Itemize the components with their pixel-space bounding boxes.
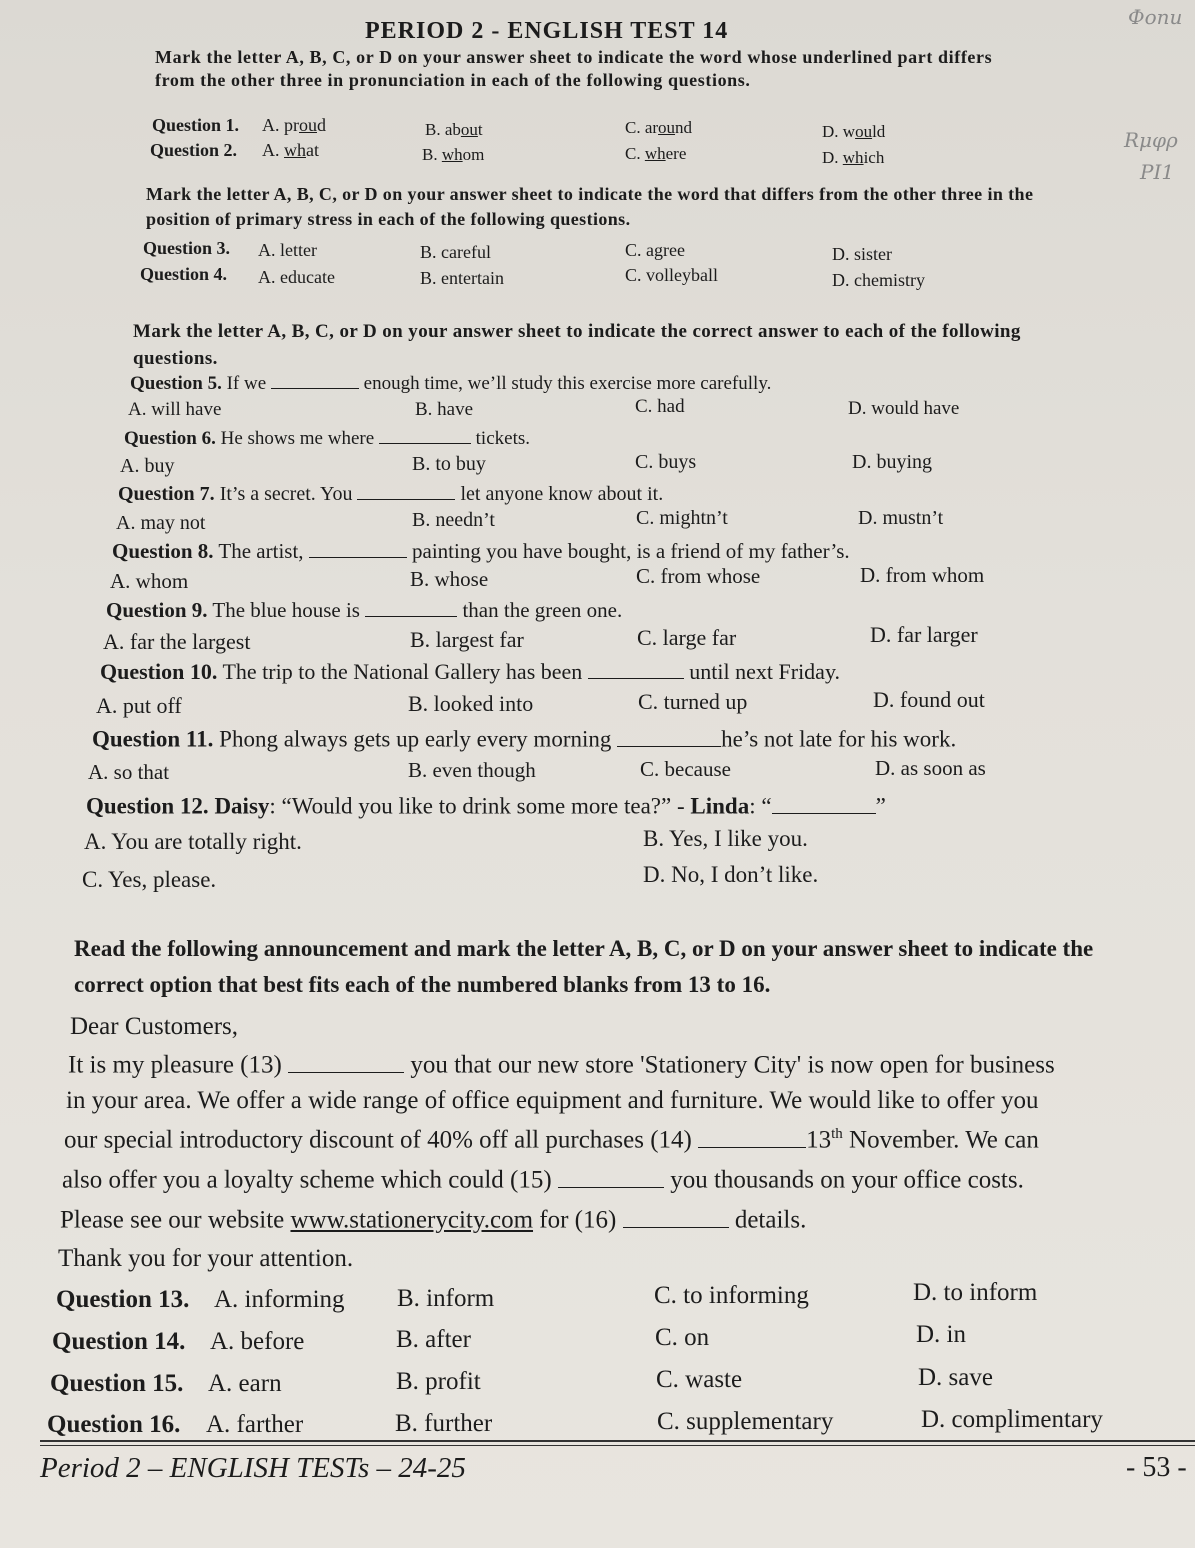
question-stem: Question 9. The blue house is than the green one. xyxy=(106,597,623,622)
option-a: A. letter xyxy=(258,240,317,260)
question-stem: Question 12. Daisy: “Would you like to drink some more tea?” - Linda: “ ” xyxy=(86,793,886,819)
option-d: D. would xyxy=(822,122,886,141)
letter-line: in your area. We offer a wide range of office equipment and furniture. We would like to offer you xyxy=(66,1087,1039,1114)
question-stem: Question 6. He shows me where tickets. xyxy=(124,426,530,450)
footer-divider xyxy=(40,1440,1195,1442)
option-b: B. profit xyxy=(396,1368,481,1395)
option-a: A. far the largest xyxy=(103,629,251,654)
option-d: D. would have xyxy=(848,398,960,419)
option-b: B. looked into xyxy=(408,691,534,716)
option-a: A. buy xyxy=(120,455,175,477)
option-c: C. from whose xyxy=(636,564,761,588)
letter-closing: Thank you for your attention. xyxy=(58,1245,354,1272)
footer-divider xyxy=(40,1445,1195,1446)
option-c: C. had xyxy=(635,396,685,417)
option-c: C. Yes, please. xyxy=(82,867,217,892)
option-a: A. what xyxy=(262,140,319,160)
question-label: Question 2. xyxy=(150,140,238,160)
option-b: B. inform xyxy=(397,1285,495,1312)
option-b: B. whom xyxy=(422,145,485,164)
section-2-instruction: Mark the letter A, B, C, or D on your answer sheet to indicate the word that differs from the other three in the position of primary stress in each of the following questions. xyxy=(146,184,1034,229)
question-stem: Question 11. Phong always gets up early every morning he’s not late for his work. xyxy=(92,726,957,752)
option-d: D. chemistry xyxy=(832,270,925,290)
option-c: C. turned up xyxy=(638,689,748,714)
question-label: Question 13. xyxy=(56,1286,190,1313)
option-c: C. waste xyxy=(656,1366,743,1393)
option-a: A. earn xyxy=(208,1370,282,1397)
option-d: D. No, I don’t like. xyxy=(643,862,819,887)
option-d: D. from whom xyxy=(860,563,985,587)
option-b: B. entertain xyxy=(420,268,504,288)
option-d: D. far larger xyxy=(870,622,978,647)
option-a: A. farther xyxy=(206,1411,304,1438)
option-d: D. mustn’t xyxy=(858,507,944,529)
website-link[interactable]: www.stationerycity.com xyxy=(290,1206,534,1234)
option-b: B. after xyxy=(396,1326,471,1353)
option-b: B. whose xyxy=(410,567,489,591)
option-b: B. even though xyxy=(408,758,536,782)
option-a: A. proud xyxy=(262,115,326,135)
option-c: C. buys xyxy=(635,451,697,473)
option-d: D. in xyxy=(916,1321,966,1348)
option-d: D. sister xyxy=(832,244,892,264)
page-title: PERIOD 2 - ENGLISH TEST 14 xyxy=(365,18,729,44)
option-a: A. informing xyxy=(214,1286,345,1313)
option-b: B. about xyxy=(425,120,483,139)
option-b: B. to buy xyxy=(412,453,486,475)
margin-note: PI1 xyxy=(1140,160,1175,184)
option-d: D. buying xyxy=(852,451,932,473)
option-c: C. because xyxy=(640,757,731,781)
letter-line: Please see our website www.stationerycity.com for (16) details. xyxy=(60,1204,806,1235)
letter-line: our special introductory discount of 40% off all purchases (14) 13th November. We can xyxy=(64,1124,1039,1155)
page-number: - 53 - xyxy=(1126,1452,1187,1483)
option-d: D. complimentary xyxy=(921,1406,1103,1433)
section-4-instruction: Read the following announcement and mark the letter A, B, C, or D on your answer sheet to indicate the correct option that best fits each of the numbered blanks from 13 to 16. xyxy=(74,936,1094,997)
section-1-instruction: Mark the letter A, B, C, or D on your answer sheet to indicate the word whose underlined part differs from the other three in pronunciation in each of the following questions. xyxy=(155,47,993,90)
option-a: A. You are totally right. xyxy=(84,829,302,854)
option-d: D. which xyxy=(822,148,885,167)
option-d: D. to inform xyxy=(913,1279,1038,1306)
footer-title: Period 2 – ENGLISH TESTs – 24-25 xyxy=(40,1452,466,1484)
option-b: B. largest far xyxy=(410,627,524,652)
question-stem: Question 10. The trip to the National Gallery has been until next Friday. xyxy=(100,658,841,684)
question-stem: Question 5. If we enough time, we’ll study this exercise more carefully. xyxy=(130,371,771,395)
option-c: C. large far xyxy=(637,625,737,650)
option-a: A. whom xyxy=(110,569,189,593)
option-b: B. needn’t xyxy=(412,509,495,531)
option-c: C. mightn’t xyxy=(636,507,728,529)
margin-note: Фоnu xyxy=(1128,5,1183,29)
question-label: Question 3. xyxy=(143,238,231,258)
option-b: B. have xyxy=(415,399,474,420)
option-b: B. further xyxy=(395,1410,493,1437)
option-c: C. to informing xyxy=(654,1282,809,1309)
option-d: D. save xyxy=(918,1364,993,1391)
question-label: Question 4. xyxy=(140,264,228,284)
question-label: Question 16. xyxy=(47,1411,181,1438)
option-c: C. on xyxy=(655,1324,710,1351)
option-c: C. volleyball xyxy=(625,265,718,285)
letter-greeting: Dear Customers, xyxy=(70,1013,239,1040)
section-3-instruction: Mark the letter A, B, C, or D on your answer sheet to indicate the correct answer to each of the following questions. xyxy=(133,321,1021,369)
option-a: A. may not xyxy=(116,512,206,534)
option-d: D. found out xyxy=(873,687,985,712)
option-c: C. where xyxy=(625,144,687,163)
question-label: Question 14. xyxy=(52,1328,186,1355)
option-b: B. careful xyxy=(420,242,491,262)
letter-line: also offer you a loyalty scheme which could (15) you thousands on your office costs. xyxy=(62,1164,1024,1195)
option-a: A. before xyxy=(210,1328,305,1355)
option-b: B. Yes, I like you. xyxy=(643,826,808,851)
margin-note: Rμφρ xyxy=(1124,128,1178,152)
question-stem: Question 7. It’s a secret. You let anyone know about it. xyxy=(118,483,664,505)
option-c: C. around xyxy=(625,118,693,137)
question-label: Question 1. xyxy=(152,115,240,135)
option-a: A. so that xyxy=(88,760,170,784)
option-a: A. put off xyxy=(96,693,182,718)
question-label: Question 15. xyxy=(50,1370,184,1397)
letter-line: It is my pleasure (13) you that our new store 'Stationery City' is now open for business xyxy=(68,1049,1055,1080)
option-c: C. agree xyxy=(625,240,685,260)
question-stem: Question 8. The artist, painting you have bought, is a friend of my father’s. xyxy=(112,538,850,563)
option-a: A. educate xyxy=(258,267,335,287)
option-c: C. supplementary xyxy=(657,1408,834,1435)
option-a: A. will have xyxy=(128,399,222,420)
option-d: D. as soon as xyxy=(875,756,986,780)
